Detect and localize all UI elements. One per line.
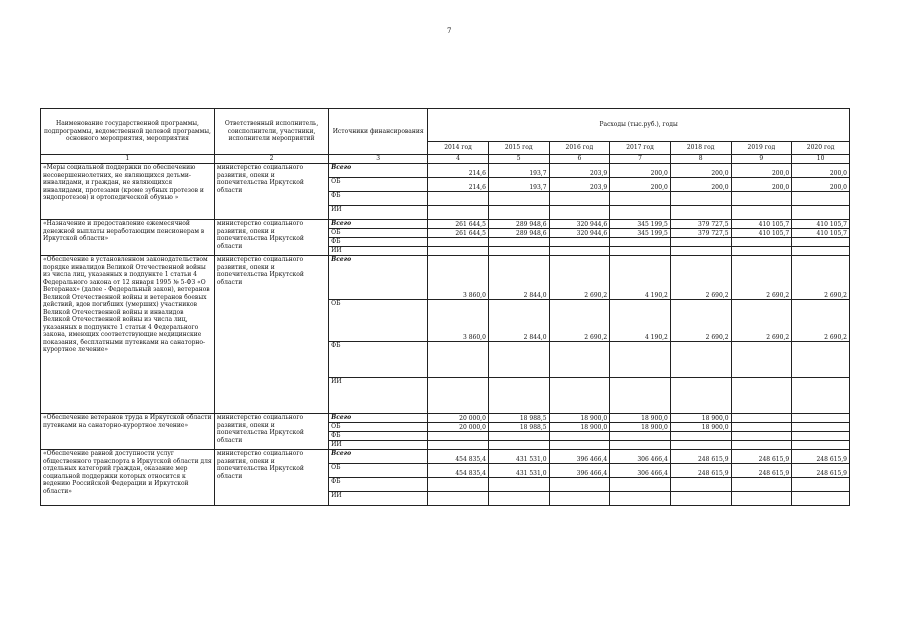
expense-value xyxy=(731,342,792,378)
expense-value xyxy=(549,238,610,247)
expense-value xyxy=(731,206,792,220)
program-name: «Обеспечение равной доступности услуг общественного транспорта в Иркутской области для отдельных категорий граждан, оказание мер социальной поддержки которых относится к ведению Российской Федерации и Иркутской области» xyxy=(41,450,215,506)
expense-value xyxy=(488,441,549,450)
header-year: 2017 год xyxy=(610,142,671,155)
header-year: 2020 год xyxy=(792,142,850,155)
header-year: 2016 год xyxy=(549,142,610,155)
expense-value: 248 615,9 xyxy=(670,450,731,464)
expense-value: 379 727,5 xyxy=(670,220,731,229)
program-name: «Обеспечение ветеранов труда в Иркутской области путевками на санаторно-курортное лечение» xyxy=(41,414,215,450)
table-row xyxy=(41,220,850,229)
expense-value: 410 105,7 xyxy=(792,220,850,229)
table-row xyxy=(41,450,850,464)
expense-value: 2 690,2 xyxy=(792,300,850,342)
funding-source: ФБ xyxy=(329,238,428,247)
expense-value: 214,6 xyxy=(428,164,489,178)
column-number: 1 xyxy=(41,155,215,164)
expense-value xyxy=(731,432,792,441)
expense-value xyxy=(670,432,731,441)
funding-source: ИИ xyxy=(329,247,428,256)
expense-value xyxy=(731,378,792,414)
expense-value xyxy=(731,423,792,432)
header-program: Наименование государственной программы, подпрограммы, ведомственной целевой программы, основного мероприятия, мероприятия xyxy=(41,109,215,155)
expense-value: 3 860,0 xyxy=(428,256,489,300)
expense-value xyxy=(670,247,731,256)
expense-value: 396 466,4 xyxy=(549,450,610,464)
expense-value: 289 948,6 xyxy=(488,229,549,238)
expense-value: 306 466,4 xyxy=(610,450,671,464)
expense-value xyxy=(731,247,792,256)
expense-value xyxy=(488,247,549,256)
table-row xyxy=(41,256,850,300)
expense-value xyxy=(792,492,850,506)
expense-value xyxy=(488,378,549,414)
expense-value xyxy=(670,441,731,450)
expense-value: 2 690,2 xyxy=(731,300,792,342)
funding-source: ФБ xyxy=(329,432,428,441)
expense-value xyxy=(731,492,792,506)
expense-value xyxy=(792,238,850,247)
expense-value: 261 644,5 xyxy=(428,229,489,238)
expense-value xyxy=(610,192,671,206)
header-source: Источники финансирования xyxy=(329,109,428,155)
column-number: 10 xyxy=(792,155,850,164)
funding-source: ОБ xyxy=(329,229,428,238)
header-year: 2015 год xyxy=(488,142,549,155)
expense-value: 200,0 xyxy=(610,164,671,178)
expense-value xyxy=(428,432,489,441)
expense-value xyxy=(670,342,731,378)
executor-name: министерство социального развития, опеки и попечительства Иркутской области xyxy=(214,164,328,220)
funding-source: ИИ xyxy=(329,441,428,450)
expense-value xyxy=(731,238,792,247)
expense-value: 200,0 xyxy=(731,164,792,178)
expense-value: 431 531,0 xyxy=(488,450,549,464)
expense-value xyxy=(549,206,610,220)
expense-value xyxy=(792,206,850,220)
expense-value xyxy=(488,342,549,378)
expense-value xyxy=(428,478,489,492)
expense-value xyxy=(428,238,489,247)
expense-value xyxy=(610,378,671,414)
column-number: 9 xyxy=(731,155,792,164)
expense-value: 2 690,2 xyxy=(731,256,792,300)
expense-value: 214,6 xyxy=(428,178,489,192)
expense-value: 2 844,0 xyxy=(488,256,549,300)
expense-value xyxy=(670,238,731,247)
page-number: 7 xyxy=(447,27,452,35)
program-name: «Меры социальной поддержки по обеспечению несовершеннолетних, не являющихся детьми-инвалидами, и граждан, не являющихся инвалидами, протезами (кроме зубных протезов и эндопротезов) и ортопедической обувью » xyxy=(41,164,215,220)
expense-value: 200,0 xyxy=(610,178,671,192)
funding-source: ФБ xyxy=(329,478,428,492)
expense-value xyxy=(792,478,850,492)
header-expenses: Расходы (тыс.руб.), годы xyxy=(428,109,850,142)
expense-value xyxy=(670,478,731,492)
expense-value: 193,7 xyxy=(488,178,549,192)
column-number: 8 xyxy=(670,155,731,164)
funding-source: ОБ xyxy=(329,423,428,432)
expense-value xyxy=(428,441,489,450)
expense-value: 200,0 xyxy=(670,178,731,192)
table-row xyxy=(41,414,850,423)
funding-source: ОБ xyxy=(329,178,428,192)
expense-value xyxy=(428,342,489,378)
executor-name: министерство социального развития, опеки и попечительства Иркутской области xyxy=(214,450,328,506)
column-number: 7 xyxy=(610,155,671,164)
expense-value: 18 900,0 xyxy=(549,423,610,432)
expense-value xyxy=(549,441,610,450)
expense-value xyxy=(549,342,610,378)
header-executor: Ответственный исполнитель, соисполнители, участники, исполнители мероприятий xyxy=(214,109,328,155)
expense-value xyxy=(610,492,671,506)
expense-value: 396 466,4 xyxy=(549,464,610,478)
header-year: 2018 год xyxy=(670,142,731,155)
budget-table xyxy=(40,108,850,506)
expense-value: 193,7 xyxy=(488,164,549,178)
funding-source: Всего xyxy=(329,164,428,178)
expense-value xyxy=(670,192,731,206)
expense-value: 203,9 xyxy=(549,164,610,178)
expense-value xyxy=(610,342,671,378)
expense-value: 18 988,5 xyxy=(488,414,549,423)
funding-source: Всего xyxy=(329,450,428,464)
expense-value: 200,0 xyxy=(792,178,850,192)
expense-value xyxy=(792,378,850,414)
expense-value: 18 900,0 xyxy=(610,423,671,432)
expense-value xyxy=(428,247,489,256)
expense-value xyxy=(731,441,792,450)
expense-value xyxy=(488,206,549,220)
expense-value xyxy=(792,342,850,378)
expense-value: 379 727,5 xyxy=(670,229,731,238)
program-name: «Обеспечение в установленном законодательством порядке инвалидов Великой Отечественной войны из числа лиц, указанных в подпункте 1 статьи 4 Федерального закона от 12 января 1995 № 5-ФЗ «О Ветеранах» (далее - Федеральный закон), ветеранов Великой Отечественной войны и ветеранов боевых действий, вдов погибших (умерших) участников Великой Отечественной войны и инвалидов Великой Отечественной войны из числа лиц, указанных в подпункте 1 статьи 4 Федерального закона, имеющих соответствующие медицинские показания, бесплатными путевками на санаторно-курортное лечение» xyxy=(41,256,215,414)
expense-value: 4 190,2 xyxy=(610,300,671,342)
expense-value xyxy=(792,192,850,206)
expense-value xyxy=(792,423,850,432)
expense-value: 454 835,4 xyxy=(428,450,489,464)
expense-value xyxy=(731,192,792,206)
expense-value: 345 199,5 xyxy=(610,220,671,229)
expense-value xyxy=(610,206,671,220)
funding-source: ОБ xyxy=(329,464,428,478)
expense-value xyxy=(792,247,850,256)
column-number: 3 xyxy=(329,155,428,164)
expense-value xyxy=(549,478,610,492)
table-body xyxy=(41,164,850,506)
expense-value xyxy=(428,206,489,220)
funding-source: ИИ xyxy=(329,206,428,220)
expense-value: 410 105,7 xyxy=(792,229,850,238)
expense-value: 320 944,6 xyxy=(549,220,610,229)
expense-value: 18 900,0 xyxy=(549,414,610,423)
expense-value: 3 860,0 xyxy=(428,300,489,342)
expense-value: 18 988,5 xyxy=(488,423,549,432)
expense-value xyxy=(488,478,549,492)
column-number: 2 xyxy=(214,155,328,164)
expense-value: 200,0 xyxy=(731,178,792,192)
expense-value xyxy=(488,432,549,441)
expense-value xyxy=(549,247,610,256)
expense-value: 18 900,0 xyxy=(670,414,731,423)
expense-value xyxy=(428,492,489,506)
expense-value: 248 615,9 xyxy=(670,464,731,478)
expense-value xyxy=(428,192,489,206)
funding-source: Всего xyxy=(329,220,428,229)
expense-value xyxy=(731,478,792,492)
expense-value xyxy=(488,492,549,506)
expense-value: 2 690,2 xyxy=(549,256,610,300)
expense-value xyxy=(792,432,850,441)
expense-value: 2 690,2 xyxy=(549,300,610,342)
funding-source: ИИ xyxy=(329,492,428,506)
expense-value: 248 615,9 xyxy=(792,464,850,478)
expense-value: 320 944,6 xyxy=(549,229,610,238)
header-year: 2019 год xyxy=(731,142,792,155)
expense-value: 306 466,4 xyxy=(610,464,671,478)
program-name: «Назначение и предоставление ежемесячной денежной выплаты неработающим пенсионерам в Иркутской области» xyxy=(41,220,215,256)
expense-value xyxy=(549,378,610,414)
expense-value: 454 835,4 xyxy=(428,464,489,478)
column-number: 4 xyxy=(428,155,489,164)
column-number: 6 xyxy=(549,155,610,164)
expense-value xyxy=(792,414,850,423)
expense-value xyxy=(549,192,610,206)
expense-value: 248 615,9 xyxy=(731,450,792,464)
expense-value: 410 105,7 xyxy=(731,220,792,229)
expense-value: 2 690,2 xyxy=(670,300,731,342)
expense-value: 200,0 xyxy=(792,164,850,178)
funding-source: ОБ xyxy=(329,300,428,342)
expense-value: 345 199,5 xyxy=(610,229,671,238)
expense-value: 200,0 xyxy=(670,164,731,178)
expense-value xyxy=(610,432,671,441)
expense-value xyxy=(792,441,850,450)
expense-value: 20 000,0 xyxy=(428,414,489,423)
expense-value xyxy=(428,378,489,414)
expense-value xyxy=(488,192,549,206)
expense-value: 248 615,9 xyxy=(792,450,850,464)
expense-value xyxy=(670,206,731,220)
expense-value xyxy=(610,441,671,450)
expense-value xyxy=(731,414,792,423)
expense-value: 261 644,5 xyxy=(428,220,489,229)
table-row xyxy=(41,164,850,178)
funding-source: ИИ xyxy=(329,378,428,414)
expense-value: 410 105,7 xyxy=(731,229,792,238)
executor-name: министерство социального развития, опеки и попечительства Иркутской области xyxy=(214,256,328,414)
expense-value xyxy=(549,432,610,441)
expense-value: 20 000,0 xyxy=(428,423,489,432)
expense-value xyxy=(549,492,610,506)
expense-value xyxy=(488,238,549,247)
expense-value: 18 900,0 xyxy=(610,414,671,423)
expense-value: 289 948,6 xyxy=(488,220,549,229)
expense-value: 2 690,2 xyxy=(670,256,731,300)
expense-value: 431 531,0 xyxy=(488,464,549,478)
expense-value xyxy=(610,247,671,256)
expense-value: 248 615,9 xyxy=(731,464,792,478)
funding-source: ФБ xyxy=(329,342,428,378)
funding-source: Всего xyxy=(329,414,428,423)
header-year: 2014 год xyxy=(428,142,489,155)
expense-value: 2 844,0 xyxy=(488,300,549,342)
expense-value: 4 190,2 xyxy=(610,256,671,300)
executor-name: министерство социального развития, опеки и попечительства Иркутской области xyxy=(214,220,328,256)
expense-value: 2 690,2 xyxy=(792,256,850,300)
executor-name: министерство социального развития, опеки и попечительства Иркутской области xyxy=(214,414,328,450)
expense-value xyxy=(670,378,731,414)
funding-source: Всего xyxy=(329,256,428,300)
expense-value xyxy=(610,478,671,492)
expense-value: 18 900,0 xyxy=(670,423,731,432)
expense-value xyxy=(670,492,731,506)
expense-value xyxy=(610,238,671,247)
funding-source: ФБ xyxy=(329,192,428,206)
expense-value: 203,9 xyxy=(549,178,610,192)
column-number: 5 xyxy=(488,155,549,164)
